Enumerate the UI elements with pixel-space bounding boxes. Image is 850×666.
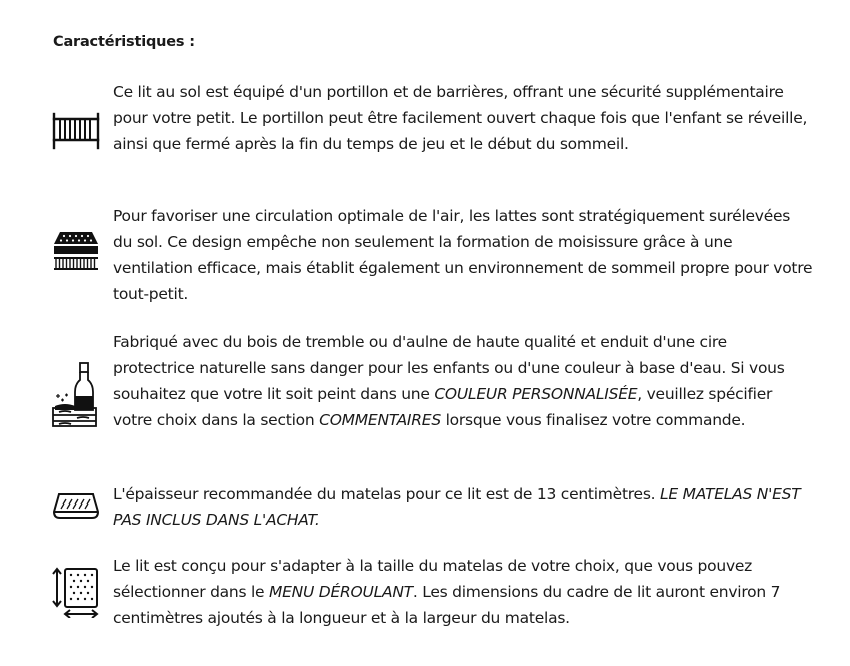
section-title: Caractéristiques : <box>53 34 195 50</box>
raised-slats-icon <box>51 226 101 276</box>
feature-text <box>113 481 813 533</box>
text-run: L'épaisseur recommandée du matelas pour ce lit est de 13 centimètres. <box>113 485 661 503</box>
text-run-emphasis: LE MATELAS N'EST PAS INCLUS DANS L'ACHAT. <box>113 485 801 529</box>
dimensions-icon <box>51 566 101 618</box>
feature-text <box>113 553 813 631</box>
mattress-icon <box>51 486 101 526</box>
text-run: Ce lit au sol est équipé d'un portillon et de barrières, offrant une sécurité supplémentaire pour votre petit. Le portillon peut être facilement ouvert chaque fois que l'enfant se réveille, ainsi que fermé après la fin du temps de jeu et le début du sommeil. <box>113 83 808 153</box>
text-run-emphasis: MENU DÉROULANT <box>269 583 413 601</box>
text-run: Le lit est conçu pour s'adapter à la taille du matelas de votre choix, que vous pouvez sélectionner dans le <box>113 557 753 601</box>
text-run: , veuillez spécifier votre choix dans la section <box>113 385 773 429</box>
text-run-emphasis: COMMENTAIRES <box>319 411 441 429</box>
text-run: lorsque vous finalisez votre commande. <box>440 411 746 429</box>
crib-icon <box>51 106 101 156</box>
wood-finish-icon <box>51 360 101 430</box>
text-run: Fabriqué avec du bois de tremble ou d'aulne de haute qualité et enduit d'une cire protectrice naturelle sans danger pour les enfants ou d'une couleur à base d'eau. Si vous souhaitez que votre lit soit peint dans une <box>113 333 785 403</box>
feature-text <box>113 79 813 157</box>
feature-text <box>113 329 813 433</box>
feature-text <box>113 203 813 307</box>
text-run-emphasis: COULEUR PERSONNALISÉE <box>434 385 638 403</box>
text-run: . Les dimensions du cadre de lit auront environ 7 centimètres ajoutés à la longueur et à la largeur du matelas. <box>113 583 781 627</box>
text-run: Pour favoriser une circulation optimale de l'air, les lattes sont stratégiquement surélevées du sol. Ce design empêche non seulement la formation de moisissure grâce à une ventilation efficace, mais établit également un environnement de sommeil propre pour votre tout-petit. <box>113 207 813 303</box>
